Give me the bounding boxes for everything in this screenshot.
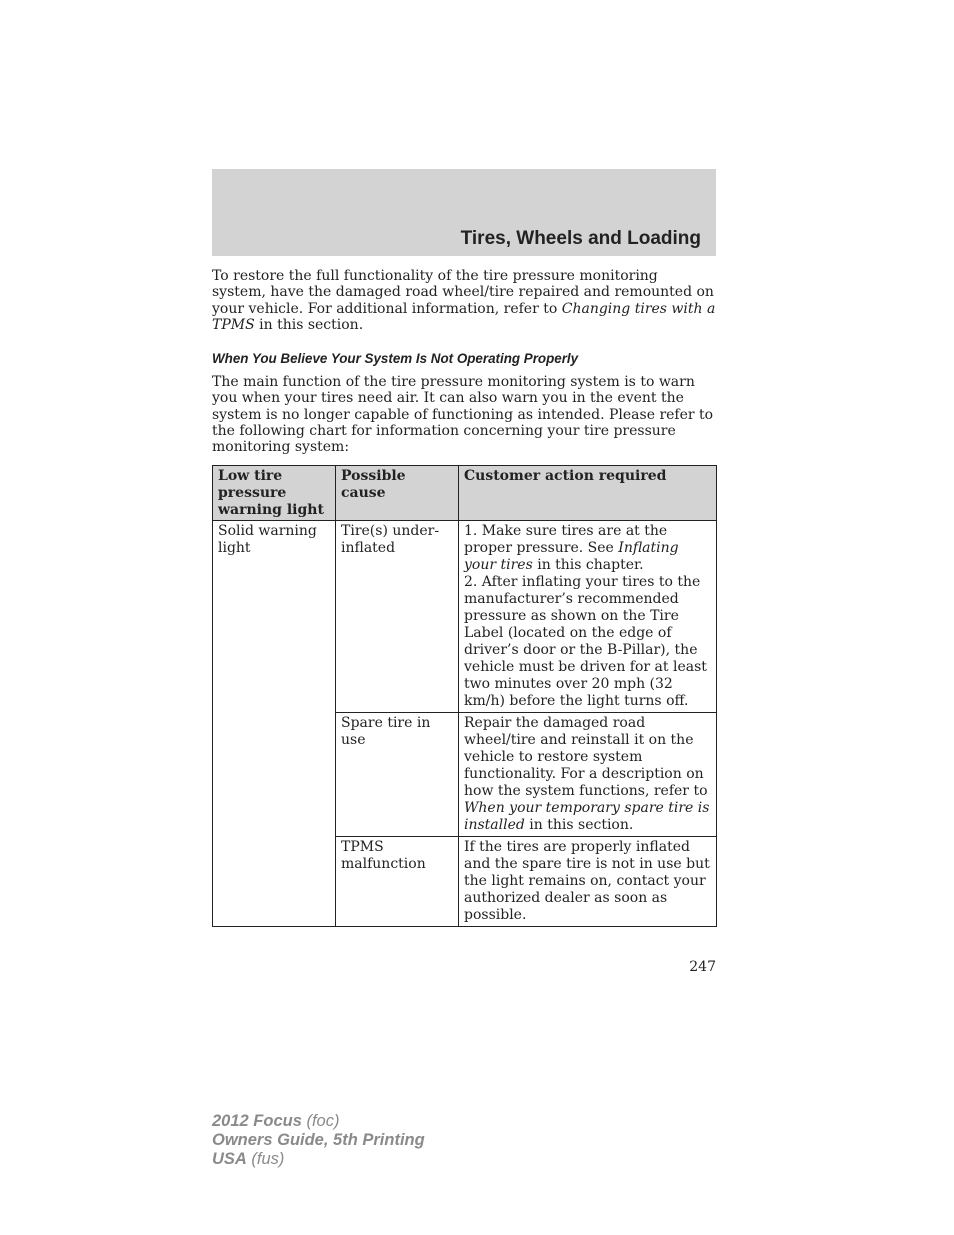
warning-light-state: Solid warning light — [213, 520, 336, 926]
possible-cause: TPMS malfunction — [336, 836, 459, 926]
sub-heading: When You Believe Your System Is Not Operating Properly — [212, 351, 579, 367]
footer-line: USA (fus) — [212, 1150, 285, 1168]
section-title: Tires, Wheels and Loading — [460, 228, 701, 249]
cross-reference: Changing tires with a TPMS — [212, 300, 716, 333]
tpms-table — [212, 465, 717, 927]
page-number: 247 — [689, 959, 716, 975]
section-paragraph: The main function of the tire pressure monitoring system is to warn you when your tires need air. It can also warn you in the event the system is no longer capable of functioning as intended. Please refer to the following chart for information concerning your tire pressure monitoring system: — [212, 374, 714, 456]
intro-paragraph: To restore the full functionality of the tire pressure monitoring system, have the damaged road wheel/tire repaired and remounted on your vehicle. For additional information, refer to Changing tires with a TPMS in this section. — [212, 268, 716, 333]
table-header-row — [213, 465, 717, 520]
possible-cause: Spare tire in use — [336, 712, 459, 836]
column-header: Low tire pressure warning light — [213, 465, 336, 520]
possible-cause: Tire(s) under-inflated — [336, 520, 459, 712]
footer-line: Owners Guide, 5th Printing — [212, 1131, 425, 1149]
section-header-band — [212, 169, 716, 256]
page-content — [212, 268, 716, 927]
footer-line: 2012 Focus (foc) — [212, 1112, 340, 1130]
customer-action: 1. Make sure tires are at the proper pressure. See Inflating your tires in this chapter. 2. After inflating your tires to the manufacturer’s recommended pressure as shown on the Tire Label (located on the edge of driver’s door or the B-Pillar), the vehicle must be driven for at least two minutes over 20 mph (32 km/h) before the light turns off. — [459, 520, 717, 712]
column-header: Possible cause — [336, 465, 459, 520]
cross-reference: Inflating your tires — [464, 539, 679, 573]
table-row — [213, 520, 717, 712]
document-footer — [212, 1112, 425, 1169]
customer-action: If the tires are properly inflated and the spare tire is not in use but the light remains on, contact your authorized dealer as soon as possible. — [459, 836, 717, 926]
customer-action: Repair the damaged road wheel/tire and reinstall it on the vehicle to restore system functionality. For a description on how the system functions, refer to When your temporary spare tire is installed in this section. — [459, 712, 717, 836]
cross-reference: When your temporary spare tire is installed — [464, 799, 710, 833]
column-header: Customer action required — [459, 465, 717, 520]
